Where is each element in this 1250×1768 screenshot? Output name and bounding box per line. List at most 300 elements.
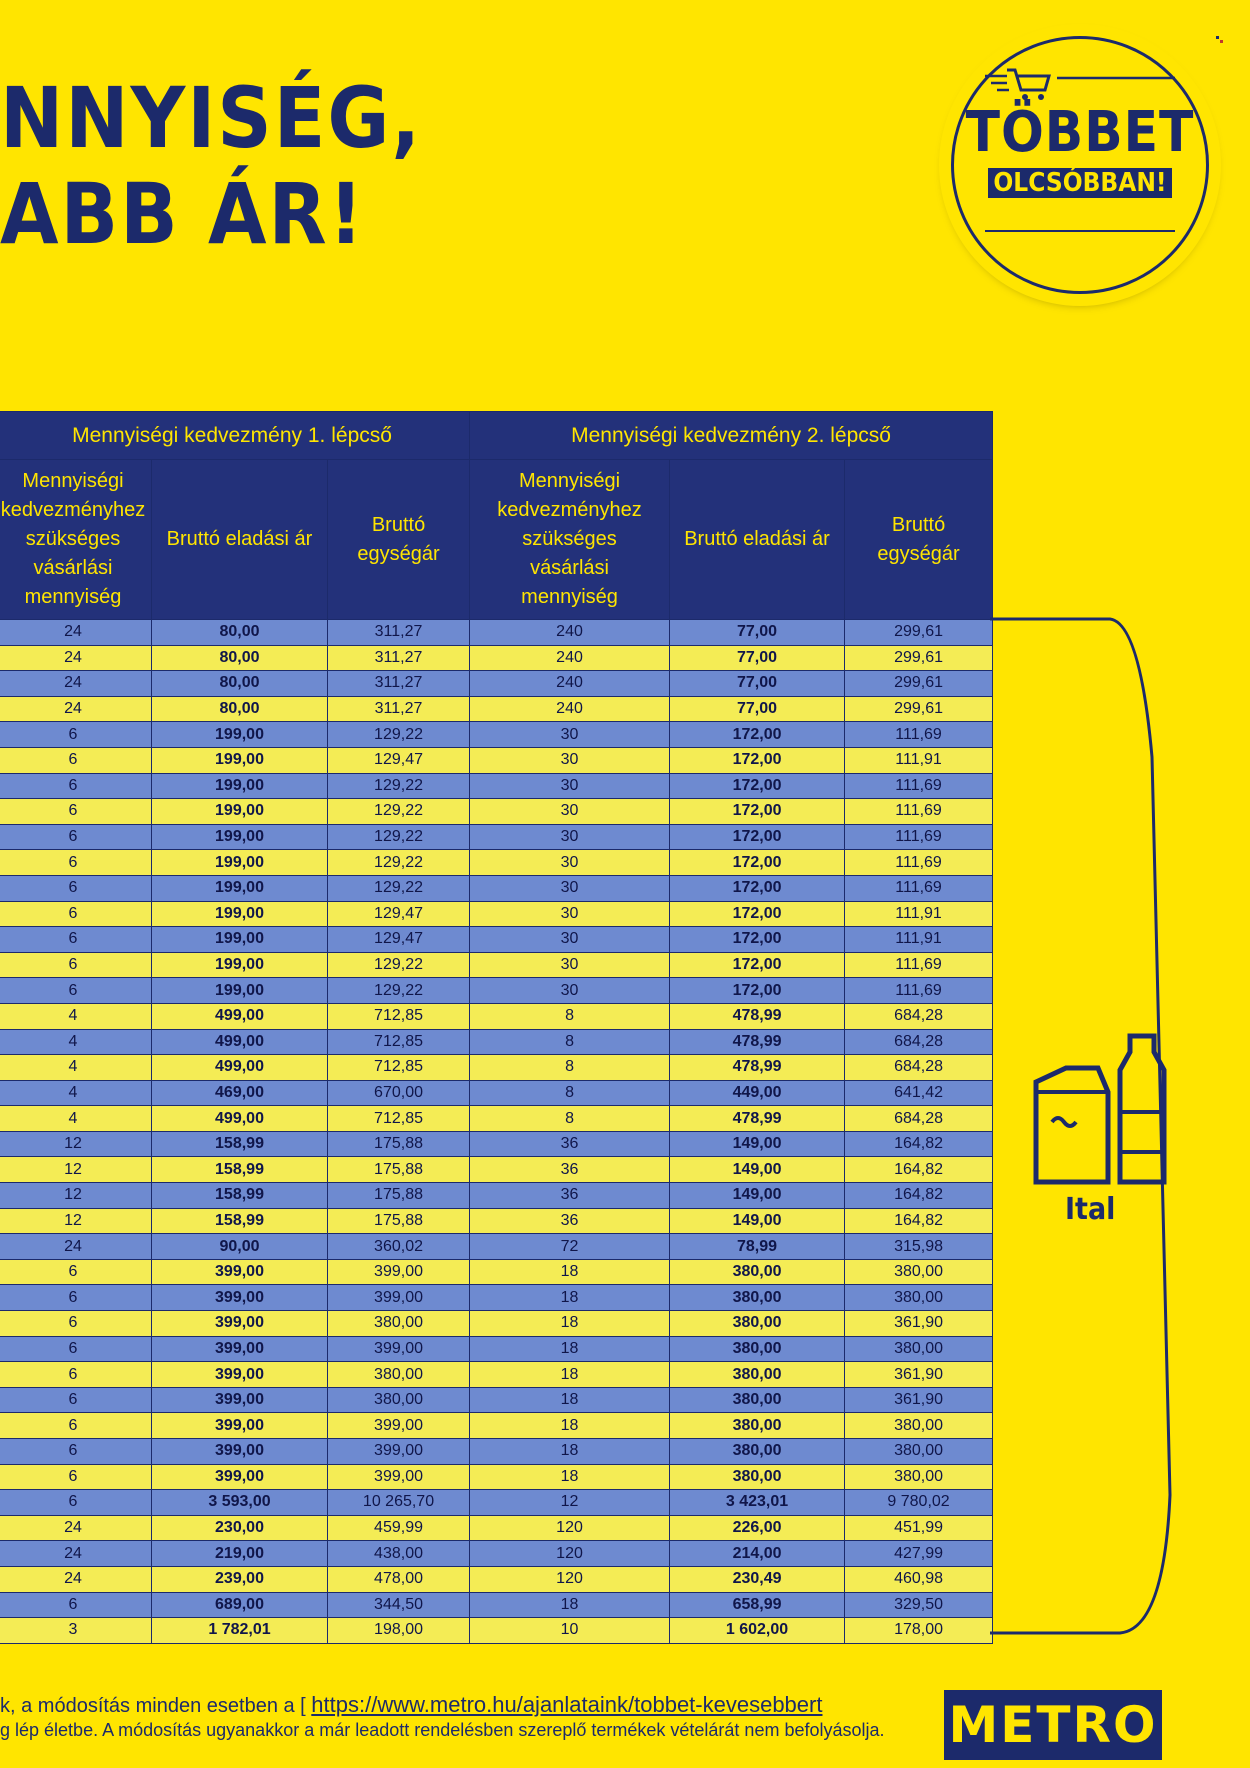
- price-tier-2-cell: 172,00: [670, 747, 845, 773]
- price-tier-2-cell: 78,99: [670, 1234, 845, 1260]
- price-tier-1-cell: 80,00: [152, 696, 328, 722]
- qty-tier-1-cell: 6: [0, 1464, 152, 1490]
- qty-tier-2-cell: 18: [470, 1592, 670, 1618]
- price-tier-1-cell: 689,00: [152, 1592, 328, 1618]
- unit-price-tier-1-cell: 380,00: [328, 1362, 470, 1388]
- table-row: [0, 1157, 993, 1183]
- unit-price-tier-2-cell: 361,90: [845, 1311, 993, 1337]
- footer-line-2: g lép életbe. A módosítás ugyanakkor a már leadott rendelésben szereplő termékek vételárát nem befolyásolja.: [0, 1720, 885, 1740]
- price-tier-1-cell: 499,00: [152, 1029, 328, 1055]
- qty-tier-2-cell: 30: [470, 747, 670, 773]
- table-row: [0, 1464, 993, 1490]
- qty-tier-2-cell: 240: [470, 696, 670, 722]
- unit-price-tier-2-cell: 164,82: [845, 1157, 993, 1183]
- qty-tier-1-cell: 6: [0, 722, 152, 748]
- badge-line-1: TÖBBET: [965, 100, 1195, 165]
- price-tier-2-cell: 172,00: [670, 875, 845, 901]
- table-row: [0, 1515, 993, 1541]
- price-tier-2-cell: 380,00: [670, 1464, 845, 1490]
- unit-price-tier-2-cell: 111,91: [845, 927, 993, 953]
- qty-tier-1-cell: 24: [0, 645, 152, 671]
- qty-tier-1-cell: 24: [0, 1566, 152, 1592]
- col-header-qty-2: Mennyiségi kedvezményhez szükséges vásárlási mennyiség: [470, 460, 670, 620]
- unit-price-tier-1-cell: 438,00: [328, 1541, 470, 1567]
- price-tier-2-cell: 1 602,00: [670, 1618, 845, 1644]
- table-row: [0, 1003, 993, 1029]
- qty-tier-2-cell: 18: [470, 1439, 670, 1465]
- qty-tier-1-cell: 6: [0, 1285, 152, 1311]
- price-tier-2-cell: 149,00: [670, 1208, 845, 1234]
- qty-tier-1-cell: 4: [0, 1003, 152, 1029]
- unit-price-tier-2-cell: 164,82: [845, 1208, 993, 1234]
- unit-price-tier-1-cell: 380,00: [328, 1311, 470, 1337]
- price-tier-1-cell: 399,00: [152, 1387, 328, 1413]
- price-tier-1-cell: 399,00: [152, 1362, 328, 1388]
- unit-price-tier-1-cell: 459,99: [328, 1515, 470, 1541]
- unit-price-tier-1-cell: 129,22: [328, 952, 470, 978]
- unit-price-tier-2-cell: 460,98: [845, 1566, 993, 1592]
- unit-price-tier-1-cell: 712,85: [328, 1003, 470, 1029]
- price-tier-1-cell: 399,00: [152, 1464, 328, 1490]
- price-tier-2-cell: 172,00: [670, 850, 845, 876]
- metro-logo: METRO: [944, 1690, 1162, 1760]
- price-tier-2-cell: 172,00: [670, 927, 845, 953]
- unit-price-tier-2-cell: 684,28: [845, 1029, 993, 1055]
- col-header-price-2: Bruttó eladási ár: [670, 460, 845, 620]
- qty-tier-1-cell: 4: [0, 1080, 152, 1106]
- col-header-unit-2: Bruttó egységár: [845, 460, 993, 620]
- qty-tier-2-cell: 240: [470, 671, 670, 697]
- price-tier-2-cell: 380,00: [670, 1439, 845, 1465]
- qty-tier-2-cell: 30: [470, 952, 670, 978]
- table-row: [0, 722, 993, 748]
- price-tier-1-cell: 499,00: [152, 1055, 328, 1081]
- unit-price-tier-1-cell: 311,27: [328, 671, 470, 697]
- qty-tier-2-cell: 30: [470, 901, 670, 927]
- unit-price-tier-2-cell: 164,82: [845, 1183, 993, 1209]
- unit-price-tier-1-cell: 311,27: [328, 645, 470, 671]
- price-tier-2-cell: 77,00: [670, 620, 845, 646]
- unit-price-tier-1-cell: 478,00: [328, 1566, 470, 1592]
- price-tier-1-cell: 3 593,00: [152, 1490, 328, 1516]
- price-tier-2-cell: 3 423,01: [670, 1490, 845, 1516]
- qty-tier-1-cell: 4: [0, 1106, 152, 1132]
- price-tier-1-cell: 1 782,01: [152, 1618, 328, 1644]
- qty-tier-1-cell: 24: [0, 620, 152, 646]
- qty-tier-1-cell: 6: [0, 824, 152, 850]
- unit-price-tier-2-cell: 299,61: [845, 620, 993, 646]
- unit-price-tier-1-cell: 399,00: [328, 1285, 470, 1311]
- unit-price-tier-1-cell: 344,50: [328, 1592, 470, 1618]
- price-tier-2-cell: 230,49: [670, 1566, 845, 1592]
- unit-price-tier-1-cell: 129,22: [328, 799, 470, 825]
- unit-price-tier-1-cell: 175,88: [328, 1183, 470, 1209]
- price-tier-1-cell: 158,99: [152, 1131, 328, 1157]
- table-row: [0, 773, 993, 799]
- price-tier-1-cell: 199,00: [152, 799, 328, 825]
- price-tier-2-cell: 149,00: [670, 1183, 845, 1209]
- price-tier-2-cell: 172,00: [670, 824, 845, 850]
- qty-tier-1-cell: 6: [0, 1592, 152, 1618]
- unit-price-tier-1-cell: 175,88: [328, 1157, 470, 1183]
- headline-line-2: ABB ÁR!: [0, 165, 366, 263]
- qty-tier-1-cell: 6: [0, 799, 152, 825]
- table-row: [0, 1234, 993, 1260]
- qty-tier-2-cell: 120: [470, 1515, 670, 1541]
- unit-price-tier-1-cell: 399,00: [328, 1439, 470, 1465]
- unit-price-tier-2-cell: 684,28: [845, 1055, 993, 1081]
- qty-tier-2-cell: 30: [470, 927, 670, 953]
- table-row: [0, 747, 993, 773]
- unit-price-tier-1-cell: 129,22: [328, 773, 470, 799]
- unit-price-tier-2-cell: 315,98: [845, 1234, 993, 1260]
- price-tier-2-cell: 77,00: [670, 696, 845, 722]
- unit-price-tier-2-cell: 111,69: [845, 875, 993, 901]
- price-tier-2-cell: 380,00: [670, 1311, 845, 1337]
- table-row: [0, 671, 993, 697]
- price-tier-1-cell: 399,00: [152, 1439, 328, 1465]
- price-tier-1-cell: 399,00: [152, 1311, 328, 1337]
- table-row: [0, 927, 993, 953]
- qty-tier-1-cell: 24: [0, 1541, 152, 1567]
- unit-price-tier-2-cell: 451,99: [845, 1515, 993, 1541]
- table-row: [0, 1490, 993, 1516]
- qty-tier-1-cell: 12: [0, 1157, 152, 1183]
- group-header-tier-2: Mennyiségi kedvezmény 2. lépcső: [470, 412, 993, 460]
- price-tier-1-cell: 399,00: [152, 1413, 328, 1439]
- unit-price-tier-1-cell: 129,47: [328, 927, 470, 953]
- price-tier-1-cell: 199,00: [152, 773, 328, 799]
- qty-tier-1-cell: 6: [0, 978, 152, 1004]
- table-row: [0, 1439, 993, 1465]
- price-tier-1-cell: 499,00: [152, 1106, 328, 1132]
- price-tier-1-cell: 469,00: [152, 1080, 328, 1106]
- unit-price-tier-2-cell: 111,69: [845, 952, 993, 978]
- unit-price-tier-2-cell: 111,69: [845, 799, 993, 825]
- price-tier-2-cell: 149,00: [670, 1131, 845, 1157]
- table-row: [0, 952, 993, 978]
- unit-price-tier-1-cell: 399,00: [328, 1336, 470, 1362]
- price-tier-2-cell: 478,99: [670, 1003, 845, 1029]
- price-tier-1-cell: 199,00: [152, 850, 328, 876]
- unit-price-tier-2-cell: 111,91: [845, 901, 993, 927]
- price-tier-1-cell: 199,00: [152, 747, 328, 773]
- unit-price-tier-1-cell: 712,85: [328, 1029, 470, 1055]
- unit-price-tier-1-cell: 399,00: [328, 1259, 470, 1285]
- unit-price-tier-1-cell: 712,85: [328, 1106, 470, 1132]
- qty-tier-2-cell: 30: [470, 978, 670, 1004]
- unit-price-tier-2-cell: 361,90: [845, 1362, 993, 1388]
- qty-tier-1-cell: 6: [0, 1336, 152, 1362]
- unit-price-tier-1-cell: 129,22: [328, 722, 470, 748]
- qty-tier-1-cell: 6: [0, 1490, 152, 1516]
- qty-tier-2-cell: 18: [470, 1362, 670, 1388]
- col-header-price-1: Bruttó eladási ár: [152, 460, 328, 620]
- price-tier-1-cell: 399,00: [152, 1259, 328, 1285]
- unit-price-tier-2-cell: 380,00: [845, 1259, 993, 1285]
- price-tier-2-cell: 380,00: [670, 1413, 845, 1439]
- table-row: [0, 696, 993, 722]
- qty-tier-1-cell: 4: [0, 1055, 152, 1081]
- unit-price-tier-1-cell: 399,00: [328, 1413, 470, 1439]
- qty-tier-2-cell: 8: [470, 1055, 670, 1081]
- qty-tier-2-cell: 8: [470, 1003, 670, 1029]
- unit-price-tier-1-cell: 311,27: [328, 696, 470, 722]
- qty-tier-2-cell: 18: [470, 1285, 670, 1311]
- unit-price-tier-1-cell: 129,22: [328, 978, 470, 1004]
- price-tier-1-cell: 399,00: [152, 1285, 328, 1311]
- price-tier-1-cell: 199,00: [152, 722, 328, 748]
- unit-price-tier-2-cell: 111,69: [845, 978, 993, 1004]
- price-tier-1-cell: 80,00: [152, 645, 328, 671]
- headline-line-1: NNYISÉG,: [0, 69, 423, 167]
- unit-price-tier-2-cell: 9 780,02: [845, 1490, 993, 1516]
- qty-tier-1-cell: 24: [0, 1515, 152, 1541]
- table-row: [0, 1618, 993, 1644]
- unit-price-tier-2-cell: 380,00: [845, 1336, 993, 1362]
- table-row: [0, 1208, 993, 1234]
- table-row: [0, 645, 993, 671]
- table-row: [0, 1311, 993, 1337]
- qty-tier-2-cell: 18: [470, 1259, 670, 1285]
- qty-tier-2-cell: 8: [470, 1080, 670, 1106]
- qty-tier-2-cell: 72: [470, 1234, 670, 1260]
- price-tier-2-cell: 380,00: [670, 1285, 845, 1311]
- unit-price-tier-1-cell: 311,27: [328, 620, 470, 646]
- qty-tier-1-cell: 4: [0, 1029, 152, 1055]
- qty-tier-1-cell: 6: [0, 1259, 152, 1285]
- price-tier-2-cell: 478,99: [670, 1029, 845, 1055]
- qty-tier-1-cell: 6: [0, 1362, 152, 1388]
- qty-tier-1-cell: 12: [0, 1208, 152, 1234]
- qty-tier-2-cell: 18: [470, 1387, 670, 1413]
- qty-tier-2-cell: 10: [470, 1618, 670, 1644]
- price-tier-1-cell: 219,00: [152, 1541, 328, 1567]
- unit-price-tier-1-cell: 712,85: [328, 1055, 470, 1081]
- qty-tier-1-cell: 6: [0, 1413, 152, 1439]
- table-row: [0, 1259, 993, 1285]
- unit-price-tier-1-cell: 399,00: [328, 1464, 470, 1490]
- qty-tier-2-cell: 18: [470, 1311, 670, 1337]
- price-tier-1-cell: 199,00: [152, 952, 328, 978]
- qty-tier-1-cell: 3: [0, 1618, 152, 1644]
- qty-tier-2-cell: 8: [470, 1029, 670, 1055]
- price-tier-2-cell: 478,99: [670, 1055, 845, 1081]
- unit-price-tier-2-cell: 178,00: [845, 1618, 993, 1644]
- price-tier-2-cell: 172,00: [670, 901, 845, 927]
- unit-price-tier-2-cell: 380,00: [845, 1413, 993, 1439]
- star-icon: [1216, 36, 1224, 44]
- price-tier-1-cell: 158,99: [152, 1208, 328, 1234]
- price-tier-1-cell: 399,00: [152, 1336, 328, 1362]
- price-tier-2-cell: 172,00: [670, 799, 845, 825]
- footer-line-1: [0, 1692, 822, 1718]
- price-tier-1-cell: 499,00: [152, 1003, 328, 1029]
- table-row: [0, 1413, 993, 1439]
- unit-price-tier-2-cell: 164,82: [845, 1131, 993, 1157]
- qty-tier-2-cell: 30: [470, 799, 670, 825]
- unit-price-tier-1-cell: 129,22: [328, 850, 470, 876]
- price-tier-2-cell: 149,00: [670, 1157, 845, 1183]
- qty-tier-2-cell: 120: [470, 1566, 670, 1592]
- qty-tier-1-cell: 6: [0, 875, 152, 901]
- price-tier-2-cell: 77,00: [670, 671, 845, 697]
- unit-price-tier-2-cell: 299,61: [845, 671, 993, 697]
- table-row: [0, 1080, 993, 1106]
- unit-price-tier-1-cell: 175,88: [328, 1131, 470, 1157]
- offers-link[interactable]: https://www.metro.hu/ajanlataink/tobbet-kevesebbert: [311, 1692, 823, 1717]
- unit-price-tier-1-cell: 360,02: [328, 1234, 470, 1260]
- unit-price-tier-2-cell: 684,28: [845, 1106, 993, 1132]
- qty-tier-2-cell: 30: [470, 875, 670, 901]
- badge-divider: [985, 230, 1175, 244]
- col-header-unit-1: Bruttó egységár: [328, 460, 470, 620]
- qty-tier-2-cell: 30: [470, 773, 670, 799]
- qty-tier-2-cell: 8: [470, 1106, 670, 1132]
- badge-line-2: OLCSÓBBAN!: [945, 168, 1215, 198]
- table-row: [0, 1592, 993, 1618]
- table-row: [0, 799, 993, 825]
- qty-tier-1-cell: 12: [0, 1131, 152, 1157]
- qty-tier-1-cell: 6: [0, 901, 152, 927]
- qty-tier-2-cell: 36: [470, 1131, 670, 1157]
- price-tier-1-cell: 80,00: [152, 671, 328, 697]
- promo-badge: [945, 30, 1215, 300]
- table-row: [0, 1183, 993, 1209]
- unit-price-tier-1-cell: 129,22: [328, 875, 470, 901]
- qty-tier-2-cell: 36: [470, 1208, 670, 1234]
- price-tier-2-cell: 172,00: [670, 978, 845, 1004]
- table-row: [0, 1106, 993, 1132]
- table-row: [0, 620, 993, 646]
- price-tier-2-cell: 214,00: [670, 1541, 845, 1567]
- table-row: [0, 978, 993, 1004]
- table-row: [0, 901, 993, 927]
- table-row: [0, 875, 993, 901]
- price-tier-1-cell: 158,99: [152, 1157, 328, 1183]
- price-tier-1-cell: 90,00: [152, 1234, 328, 1260]
- qty-tier-2-cell: 36: [470, 1157, 670, 1183]
- unit-price-tier-1-cell: 129,47: [328, 747, 470, 773]
- table-body: [0, 620, 993, 1644]
- unit-price-tier-2-cell: 380,00: [845, 1464, 993, 1490]
- col-header-qty-1: Mennyiségi kedvezményhez szükséges vásárlási mennyiség: [0, 460, 152, 620]
- qty-tier-1-cell: 12: [0, 1183, 152, 1209]
- unit-price-tier-2-cell: 111,69: [845, 824, 993, 850]
- unit-price-tier-1-cell: 198,00: [328, 1618, 470, 1644]
- price-tier-2-cell: 478,99: [670, 1106, 845, 1132]
- price-tier-2-cell: 226,00: [670, 1515, 845, 1541]
- unit-price-tier-1-cell: 129,47: [328, 901, 470, 927]
- unit-price-tier-1-cell: 10 265,70: [328, 1490, 470, 1516]
- qty-tier-2-cell: 18: [470, 1413, 670, 1439]
- price-tier-2-cell: 380,00: [670, 1336, 845, 1362]
- qty-tier-2-cell: 36: [470, 1183, 670, 1209]
- price-table: [0, 411, 993, 1644]
- price-tier-1-cell: 199,00: [152, 824, 328, 850]
- qty-tier-2-cell: 30: [470, 824, 670, 850]
- unit-price-tier-2-cell: 380,00: [845, 1285, 993, 1311]
- price-tier-2-cell: 449,00: [670, 1080, 845, 1106]
- price-tier-1-cell: 230,00: [152, 1515, 328, 1541]
- price-tier-2-cell: 172,00: [670, 773, 845, 799]
- table-row: [0, 1362, 993, 1388]
- price-tier-2-cell: 380,00: [670, 1259, 845, 1285]
- price-tier-2-cell: 172,00: [670, 722, 845, 748]
- table-row: [0, 850, 993, 876]
- category-label: Ital: [1065, 1192, 1116, 1227]
- unit-price-tier-2-cell: 299,61: [845, 696, 993, 722]
- qty-tier-1-cell: 6: [0, 1439, 152, 1465]
- qty-tier-2-cell: 30: [470, 850, 670, 876]
- qty-tier-1-cell: 6: [0, 1311, 152, 1337]
- footer-text-1: k, a módosítás minden esetben a [: [0, 1695, 312, 1717]
- unit-price-tier-2-cell: 329,50: [845, 1592, 993, 1618]
- price-tier-2-cell: 658,99: [670, 1592, 845, 1618]
- qty-tier-1-cell: 24: [0, 1234, 152, 1260]
- table-row: [0, 1285, 993, 1311]
- qty-tier-1-cell: 6: [0, 850, 152, 876]
- qty-tier-1-cell: 6: [0, 952, 152, 978]
- qty-tier-1-cell: 6: [0, 1387, 152, 1413]
- table-row: [0, 1387, 993, 1413]
- price-tier-2-cell: 77,00: [670, 645, 845, 671]
- unit-price-tier-2-cell: 380,00: [845, 1439, 993, 1465]
- qty-tier-2-cell: 240: [470, 620, 670, 646]
- qty-tier-1-cell: 24: [0, 671, 152, 697]
- unit-price-tier-2-cell: 641,42: [845, 1080, 993, 1106]
- qty-tier-2-cell: 120: [470, 1541, 670, 1567]
- unit-price-tier-2-cell: 111,69: [845, 773, 993, 799]
- table-row: [0, 1541, 993, 1567]
- unit-price-tier-2-cell: 111,91: [845, 747, 993, 773]
- qty-tier-1-cell: 6: [0, 747, 152, 773]
- qty-tier-2-cell: 12: [470, 1490, 670, 1516]
- price-tier-2-cell: 172,00: [670, 952, 845, 978]
- table-row: [0, 824, 993, 850]
- qty-tier-1-cell: 24: [0, 696, 152, 722]
- qty-tier-2-cell: 18: [470, 1336, 670, 1362]
- group-header-tier-1: Mennyiségi kedvezmény 1. lépcső: [0, 412, 470, 460]
- headline: [0, 70, 422, 262]
- drinks-icon: [1030, 1032, 1170, 1192]
- price-tier-2-cell: 380,00: [670, 1362, 845, 1388]
- qty-tier-2-cell: 240: [470, 645, 670, 671]
- unit-price-tier-2-cell: 299,61: [845, 645, 993, 671]
- price-tier-1-cell: 239,00: [152, 1566, 328, 1592]
- table-row: [0, 1566, 993, 1592]
- qty-tier-2-cell: 18: [470, 1464, 670, 1490]
- table-row: [0, 1029, 993, 1055]
- qty-tier-2-cell: 30: [470, 722, 670, 748]
- unit-price-tier-1-cell: 670,00: [328, 1080, 470, 1106]
- price-tier-1-cell: 199,00: [152, 875, 328, 901]
- price-tier-1-cell: 158,99: [152, 1183, 328, 1209]
- table-row: [0, 1131, 993, 1157]
- unit-price-tier-2-cell: 684,28: [845, 1003, 993, 1029]
- price-tier-1-cell: 199,00: [152, 978, 328, 1004]
- table-row: [0, 1336, 993, 1362]
- unit-price-tier-2-cell: 361,90: [845, 1387, 993, 1413]
- qty-tier-1-cell: 6: [0, 927, 152, 953]
- unit-price-tier-1-cell: 175,88: [328, 1208, 470, 1234]
- price-tier-2-cell: 380,00: [670, 1387, 845, 1413]
- qty-tier-1-cell: 6: [0, 773, 152, 799]
- price-tier-1-cell: 199,00: [152, 927, 328, 953]
- shopping-cart-icon: [985, 66, 1175, 102]
- table-row: [0, 1055, 993, 1081]
- price-tier-1-cell: 80,00: [152, 620, 328, 646]
